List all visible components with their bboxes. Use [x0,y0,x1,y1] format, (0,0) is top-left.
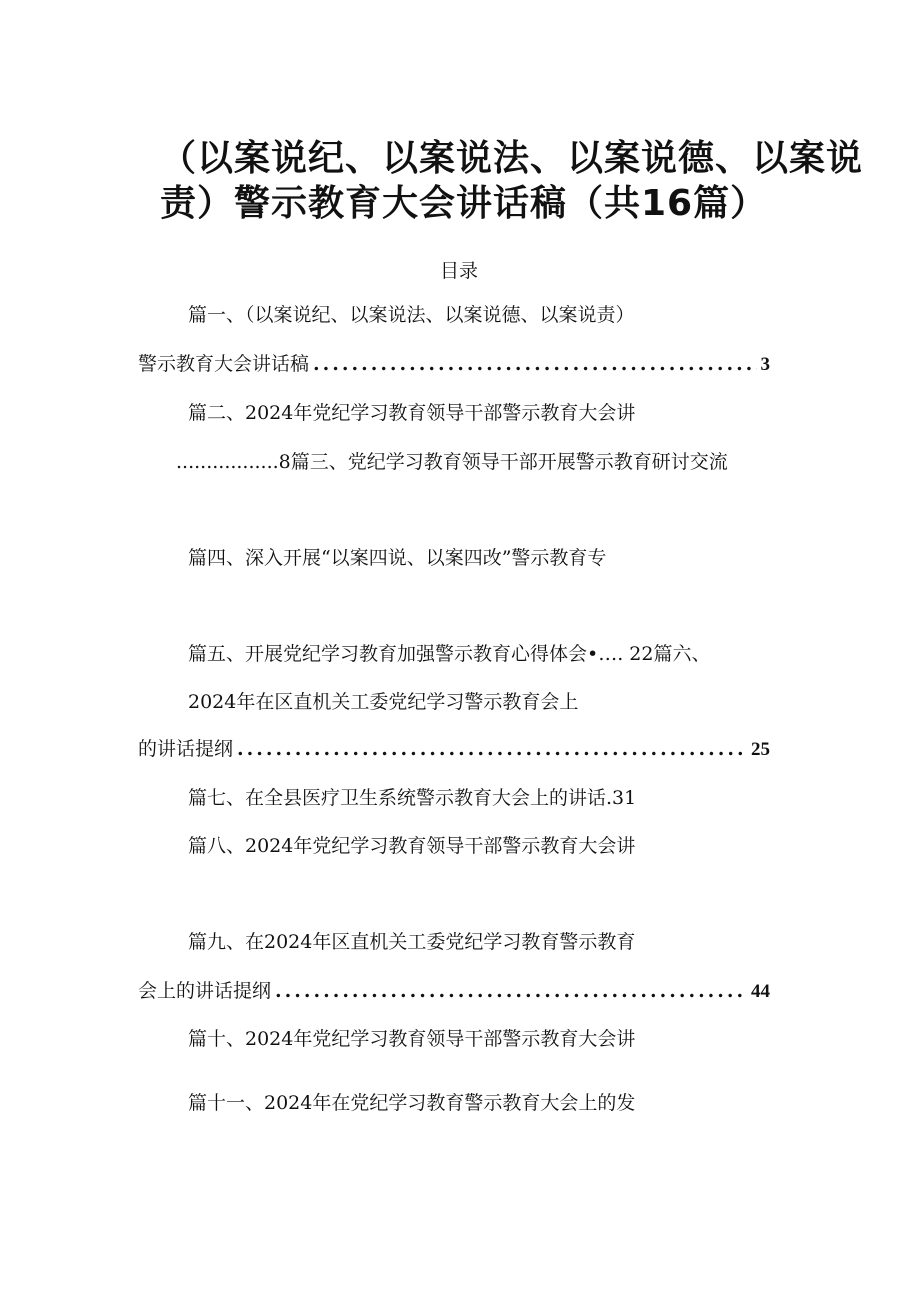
document-title-line-1: （以案说纪、以案说法、以案说德、以案说 [160,138,864,179]
toc-entry-11-line: 篇十一、2024年在党纪学习教育警示教育大会上的发 [188,1092,636,1114]
toc-entry-9-line-1: 篇九、在2024年区直机关工委党纪学习教育警示教育 [188,931,636,953]
toc-entry-2-line: 篇二、2024年党纪学习教育领导干部警示教育大会讲 [188,402,636,424]
toc-entry-4-line: 篇四、深入开展“以案四说、以案四改”警示教育专 [188,547,607,569]
toc-entry-5-6-line: 篇五、开展党纪学习教育加强警示教育心得体会•…. 22篇六、 [188,643,711,665]
toc-entry-9-line-2 [138,979,770,1003]
toc-entry-1-text: 警示教育大会讲话稿 [138,353,310,375]
toc-entry-1-line-1: 篇一、（以案说纪、以案说法、以案说德、以案说责） [188,304,635,326]
toc-entry-1-page: 3 [760,354,770,375]
document-title-line-2: 责）警示教育大会讲话稿（共16篇） [160,183,768,224]
toc-entry-6-text: 的讲话提纲 [138,738,234,760]
toc-entry-9-text: 会上的讲话提纲 [138,980,272,1002]
toc-entry-6-page: 25 [751,739,770,760]
toc-heading: 目录 [440,260,479,282]
dot-leader [275,979,747,1003]
toc-entry-10-line: 篇十、2024年党纪学习教育领导干部警示教育大会讲 [188,1028,636,1050]
toc-entry-9-page: 44 [751,981,770,1002]
dot-leader [237,737,747,761]
toc-entry-7-line: 篇七、在全县医疗卫生系统警示教育大会上的讲话.31 [188,787,637,809]
toc-entry-6-line-3 [138,737,770,761]
toc-entry-2-3-line: .................8篇三、党纪学习教育领导干部开展警示教育研讨交流 [176,451,728,473]
toc-entry-8-line: 篇八、2024年党纪学习教育领导干部警示教育大会讲 [188,835,636,857]
toc-entry-1-line-2 [138,352,770,376]
dot-leader [313,352,756,376]
toc-entry-6-line-2: 2024年在区直机关工委党纪学习警示教育会上 [188,691,579,713]
